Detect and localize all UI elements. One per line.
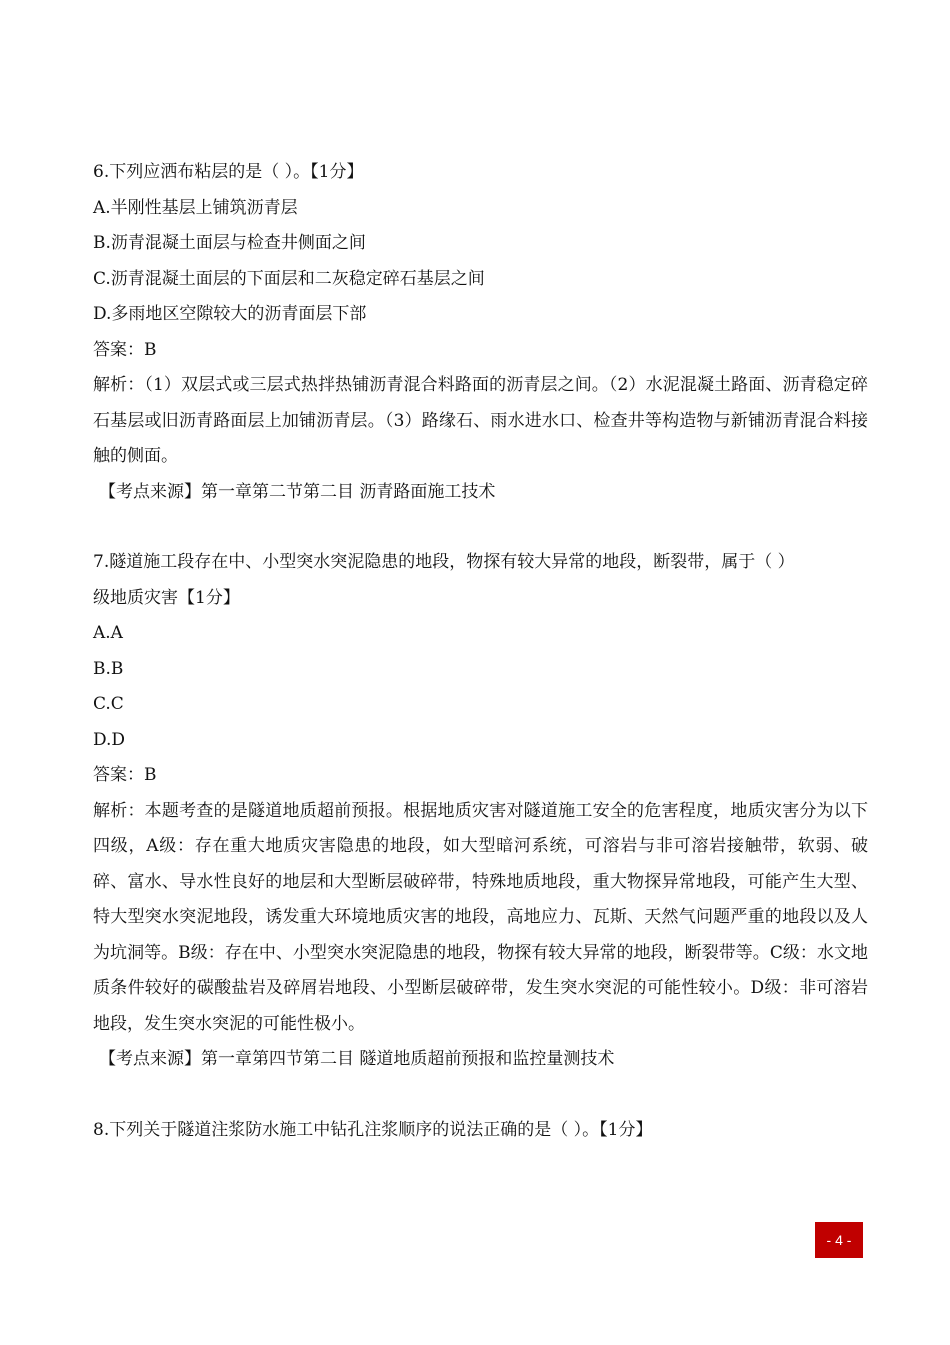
question-7 bbox=[93, 545, 868, 1078]
question-6-option-a: A.半刚性基层上铺筑沥青层 bbox=[93, 197, 298, 218]
question-7-source: 【考点来源】第一章第四节第二目 隧道地质超前预报和监控量测技术 bbox=[99, 1049, 615, 1069]
question-7-option-c: C.C bbox=[93, 694, 124, 714]
question-7-answer: 答案：B bbox=[93, 765, 157, 785]
page-number-badge: - 4 - bbox=[815, 1222, 863, 1258]
question-6-stem: 6.下列应洒布粘层的是（ ）。【1分】 bbox=[93, 162, 364, 182]
question-7-option-d: D.D bbox=[93, 729, 126, 750]
section-gap bbox=[93, 1078, 868, 1113]
section-gap bbox=[93, 510, 868, 545]
question-6-answer: 答案：B bbox=[93, 339, 157, 360]
question-7-stem-line2: 级地质灾害【1分】 bbox=[93, 587, 240, 608]
question-8 bbox=[93, 1113, 868, 1149]
question-7-analysis: 解析：本题考查的是隧道地质超前预报。根据地质灾害对隧道施工安全的危害程度，地质灾害分为以下四级，A级：存在重大地质灾害隐患的地段，如大型暗河系统，可溶岩与非可溶岩接触带，软弱、破碎、富水、导水性良好的地层和大型断层破碎带，特殊地质地段，重大物探异常地段，可能产生大型、特大型突水突泥地段，诱发重大环境地质灾害的地段，高地应力、瓦斯、天然气问题严重的地段以及人为坑洞等。B级：存在中、小型突水突泥隐患的地段，物探有较大异常的地段，断裂带等。C级：水文地质条件较好的碳酸盐岩及碎屑岩地段、小型断层破碎带，发生突水突泥的可能性较小。D级：非可溶岩地段，发生突水突泥的可能性极小。 bbox=[93, 800, 868, 1034]
question-8-stem: 8.下列关于隧道注浆防水施工中钻孔注浆顺序的说法正确的是（ ）。【1分】 bbox=[93, 1119, 653, 1140]
question-7-option-a: A.A bbox=[93, 623, 123, 643]
question-6 bbox=[93, 155, 868, 510]
question-6-option-b: B.沥青混凝土面层与检查井侧面之间 bbox=[93, 233, 366, 253]
question-6-option-c: C.沥青混凝土面层的下面层和二灰稳定碎石基层之间 bbox=[93, 268, 485, 289]
document-page bbox=[93, 155, 868, 1148]
question-7-option-b: B.B bbox=[93, 658, 124, 679]
question-6-analysis: 解析：（1）双层式或三层式热拌热铺沥青混合料路面的沥青层之间。（2）水泥混凝土路面、沥青稳定碎石基层或旧沥青路面层上加铺沥青层。（3）路缘石、雨水进水口、检查井等构造物与新铺沥青混合料接触的侧面。 bbox=[93, 375, 868, 466]
question-6-source: 【考点来源】第一章第二节第二目 沥青路面施工技术 bbox=[99, 481, 496, 502]
question-7-stem-line1: 7.隧道施工段存在中、小型突水突泥隐患的地段，物探有较大异常的地段，断裂带，属于（ ） bbox=[93, 552, 795, 572]
question-6-option-d: D.多雨地区空隙较大的沥青面层下部 bbox=[93, 304, 367, 324]
